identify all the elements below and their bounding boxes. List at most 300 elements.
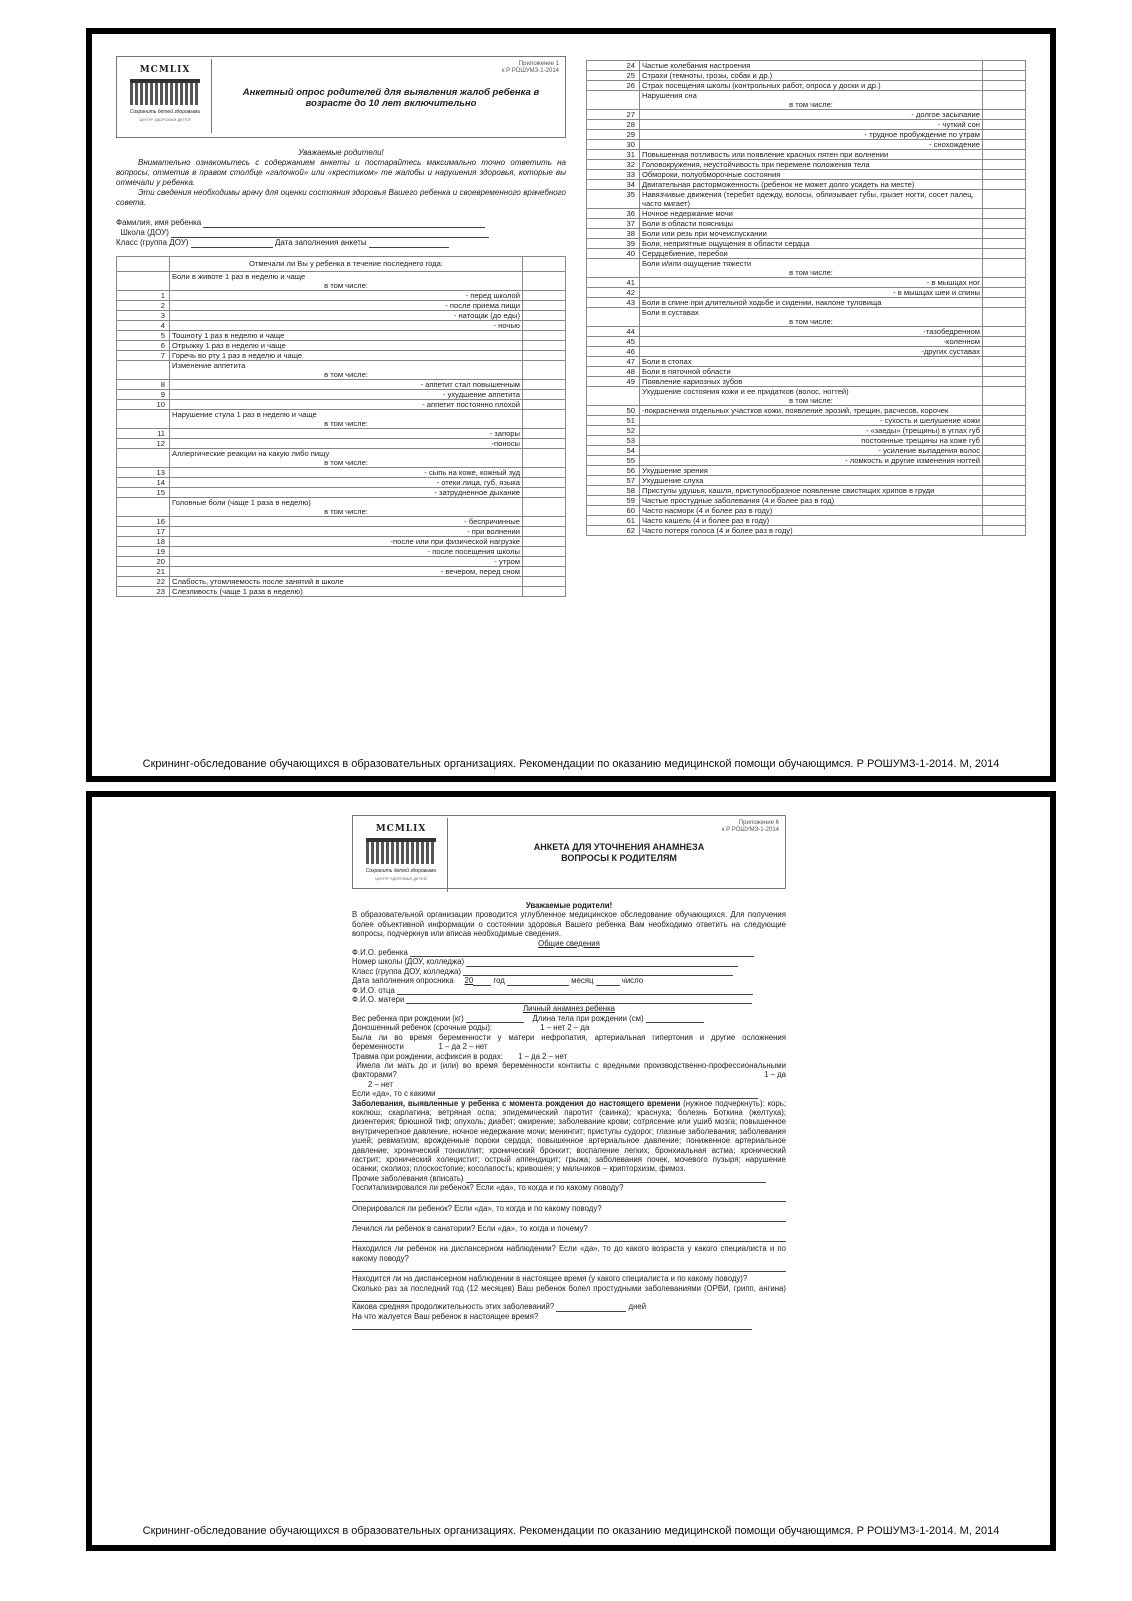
row-label: Страхи (темноты, грозы, собак и др.) [640, 71, 983, 81]
row-label: Двигательная расторможенность (ребенок не может долго усидеть на месте) [640, 180, 983, 190]
answer-cell[interactable] [523, 311, 566, 321]
answer-cell[interactable] [523, 301, 566, 311]
page-2-header [352, 815, 786, 889]
answer-cell[interactable] [983, 466, 1026, 476]
table-row [587, 516, 1026, 526]
row-label: Боли и/или ощущение тяжести в том числе: [640, 259, 983, 278]
table-row [117, 498, 566, 517]
row-number: 61 [587, 516, 640, 526]
row-label: - ломкость и другие изменения ногтей [640, 456, 983, 466]
row-number: 55 [587, 456, 640, 466]
answer-cell[interactable] [983, 308, 1026, 327]
row-number: 15 [117, 488, 170, 498]
row-label: - чуткий сон [640, 120, 983, 130]
father-field[interactable] [397, 987, 753, 995]
table-row [587, 259, 1026, 278]
month-field[interactable] [507, 978, 569, 986]
table-row [587, 387, 1026, 406]
duration-field[interactable] [556, 1304, 626, 1312]
table-row [117, 537, 566, 547]
answer-cell[interactable] [983, 377, 1026, 387]
table-row [587, 446, 1026, 456]
row-number: 19 [117, 547, 170, 557]
table-row [117, 301, 566, 311]
answer-cell[interactable] [983, 160, 1026, 170]
row-number: 3 [117, 311, 170, 321]
answer-cell[interactable] [983, 327, 1026, 337]
row-number: 32 [587, 160, 640, 170]
answer-cell[interactable] [523, 587, 566, 597]
sanat-answer[interactable] [352, 1233, 786, 1242]
answer-cell[interactable] [983, 426, 1026, 436]
row-number: 59 [587, 496, 640, 506]
answer-cell[interactable] [983, 357, 1026, 367]
row-label: - натощак (до еды) [170, 311, 523, 321]
row-number: 25 [587, 71, 640, 81]
answer-cell[interactable] [523, 341, 566, 351]
other-diseases-field[interactable] [466, 1175, 766, 1183]
table-row [117, 567, 566, 577]
answer-cell[interactable] [523, 380, 566, 390]
answer-cell[interactable] [983, 436, 1026, 446]
row-number: 27 [587, 110, 640, 120]
table-row [117, 331, 566, 341]
table-row [587, 71, 1026, 81]
answer-cell[interactable] [983, 496, 1026, 506]
row-label: Боли, неприятные ощущения в области сердца [640, 239, 983, 249]
table-row [117, 439, 566, 449]
answer-cell[interactable] [523, 527, 566, 537]
child-fields: Фамилия, имя ребенка Школа (ДОУ) Класс (группа ДОУ) Дата заполнения анкеты [116, 218, 566, 248]
row-number: 14 [117, 478, 170, 488]
row-number: 21 [117, 567, 170, 577]
answer-cell[interactable] [523, 429, 566, 439]
row-label: Боли или резь при мочеиспускании [640, 229, 983, 239]
answer-cell[interactable] [523, 488, 566, 498]
answer-cell[interactable] [523, 351, 566, 361]
row-number: 12 [117, 439, 170, 449]
answer-cell[interactable] [523, 547, 566, 557]
answer-cell[interactable] [523, 468, 566, 478]
table-row [117, 410, 566, 429]
greeting: Уважаемые родители! [298, 148, 384, 157]
hosp-answer[interactable] [352, 1193, 786, 1202]
row-label: - после приема пищи [170, 301, 523, 311]
page-title: Анкетный опрос родителей для выявления жалоб ребенка в возрасте до 10 лет включительно [242, 87, 540, 109]
row-number: 52 [587, 426, 640, 436]
row-label: Частые колебания настроения [640, 61, 983, 71]
table-row [117, 400, 566, 410]
page-1-header [116, 56, 566, 138]
answer-cell[interactable] [523, 331, 566, 341]
answer-cell[interactable] [523, 321, 566, 331]
answer-cell[interactable] [983, 486, 1026, 496]
table-row [587, 456, 1026, 466]
fio-field[interactable] [410, 949, 754, 957]
answer-cell[interactable] [523, 567, 566, 577]
answer-cell[interactable] [983, 170, 1026, 180]
row-label: Головные боли (чаще 1 раза в неделю) в том числе: [170, 498, 523, 517]
answer-cell[interactable] [523, 449, 566, 468]
row-number: 11 [117, 429, 170, 439]
answer-cell[interactable] [983, 239, 1026, 249]
row-label: Повышенная потливость или появление красных пятен при волнении [640, 150, 983, 160]
table-row [117, 577, 566, 587]
greeting: Уважаемые родители! [525, 901, 613, 910]
row-label: - вечером, перед сном [170, 567, 523, 577]
row-label: Часто кашель (4 и более раз в году) [640, 516, 983, 526]
table-row [117, 547, 566, 557]
table-row [117, 587, 566, 597]
row-number: 50 [587, 406, 640, 416]
intro: В образовательной организации проводится углубленное медицинское обследование обучающихся. Для получения более объективной информации о состоянии здоровья Вашего ребенка Вам необходимо ответить на следующие вопросы, подчеркнув или вписав необходимые сведения. [352, 910, 786, 939]
row-label: - ухудшение аппетита [170, 390, 523, 400]
row-number: 49 [587, 377, 640, 387]
row-number: 48 [587, 367, 640, 377]
answer-cell[interactable] [523, 272, 566, 291]
table-row [587, 120, 1026, 130]
row-label: Частые простудные заболевания (4 и более раз в год) [640, 496, 983, 506]
table-row [587, 278, 1026, 288]
answer-cell[interactable] [983, 180, 1026, 190]
row-label: -других суставах [640, 347, 983, 357]
row-label: Боли в области поясницы [640, 219, 983, 229]
answer-cell[interactable] [983, 416, 1026, 426]
row-label: - снохождение [640, 140, 983, 150]
page-1-caption: Скрининг-обследование обучающихся в образовательных организациях. Рекомендации по оказанию медицинской помощи обучающимся. Р РОШУМЗ-1-2014. М, 2014 [142, 758, 1000, 770]
answer-cell[interactable] [983, 347, 1026, 357]
row-number: 60 [587, 506, 640, 516]
table-row [117, 351, 566, 361]
row-number: 2 [117, 301, 170, 311]
table-row [587, 219, 1026, 229]
table-row [117, 311, 566, 321]
row-label: -поносы [170, 439, 523, 449]
row-number: 51 [587, 416, 640, 426]
answer-cell[interactable] [983, 387, 1026, 406]
answer-cell[interactable] [983, 150, 1026, 160]
row-number: 24 [587, 61, 640, 71]
row-number: 47 [587, 357, 640, 367]
row-number: 10 [117, 400, 170, 410]
row-label: Отрыжку 1 раз в неделю и чаще [170, 341, 523, 351]
row-number: 7 [117, 351, 170, 361]
answer-cell[interactable] [523, 478, 566, 488]
answer-cell[interactable] [983, 61, 1026, 71]
day-field[interactable] [596, 978, 620, 986]
row-number: 5 [117, 331, 170, 341]
table-row [587, 496, 1026, 506]
table-row [587, 416, 1026, 426]
length-field[interactable] [646, 1015, 704, 1023]
row-label: постоянные трещины на коже губ [640, 436, 983, 446]
row-label: - сыпь на коже, кожный зуд [170, 468, 523, 478]
intro-paragraph-2: Эти сведения необходимы врачу для оценки состояния здоровья Вашего ребенка и своевременного врачебного совета. [116, 188, 566, 207]
table-row [587, 110, 1026, 120]
row-number: 22 [117, 577, 170, 587]
building-icon [130, 79, 200, 105]
answer-cell[interactable] [983, 140, 1026, 150]
row-label: - утром [170, 557, 523, 567]
table-row [587, 486, 1026, 496]
row-number: 29 [587, 130, 640, 140]
table-row [117, 527, 566, 537]
table-row [117, 390, 566, 400]
answer-cell[interactable] [523, 577, 566, 587]
row-number [587, 387, 640, 406]
table-row [587, 367, 1026, 377]
table-row [587, 476, 1026, 486]
table-row [587, 298, 1026, 308]
table-row [587, 61, 1026, 71]
date-field[interactable] [369, 239, 449, 248]
table-row [117, 557, 566, 567]
row-number [117, 449, 170, 468]
row-number: 4 [117, 321, 170, 331]
complaints-answer[interactable] [352, 1321, 752, 1330]
row-label: Нарушение стула 1 раз в неделю и чаще в том числе: [170, 410, 523, 429]
page-2 [92, 797, 1050, 1545]
row-label: Тошноту 1 раз в неделю и чаще [170, 331, 523, 341]
answer-cell[interactable] [983, 229, 1026, 239]
answer-cell[interactable] [523, 400, 566, 410]
row-number: 37 [587, 219, 640, 229]
row-label: Ночное недержание мочи [640, 209, 983, 219]
answer-cell[interactable] [983, 506, 1026, 516]
row-number: 57 [587, 476, 640, 486]
answer-cell[interactable] [523, 557, 566, 567]
disp-answer[interactable] [352, 1263, 786, 1272]
table-row [117, 429, 566, 439]
class-field[interactable] [191, 239, 273, 248]
row-number: 30 [587, 140, 640, 150]
complaints-table-right [586, 60, 1026, 536]
answer-cell[interactable] [983, 446, 1026, 456]
answer-cell[interactable] [983, 110, 1026, 120]
row-label: Головокружения, неустойчивость при перемене положения тела [640, 160, 983, 170]
row-number: 13 [117, 468, 170, 478]
row-number [587, 259, 640, 278]
contacts-field[interactable] [438, 1091, 758, 1099]
row-number: 39 [587, 239, 640, 249]
section-general: Общие сведения [538, 938, 600, 948]
row-label: - перед школой [170, 291, 523, 301]
table-row [117, 380, 566, 390]
answer-cell[interactable] [523, 517, 566, 527]
row-label: Ухудшение слуха [640, 476, 983, 486]
name-field[interactable] [203, 219, 485, 228]
row-number: 1 [117, 291, 170, 301]
answer-cell[interactable] [983, 219, 1026, 229]
row-label: - беспричинные [170, 517, 523, 527]
row-label: - в мышцах ног [640, 278, 983, 288]
row-label: Аллергические реакции на какую либо пищу в том числе: [170, 449, 523, 468]
answer-cell[interactable] [523, 291, 566, 301]
row-number: 34 [587, 180, 640, 190]
answer-cell[interactable] [983, 337, 1026, 347]
table-row [587, 130, 1026, 140]
row-number [117, 361, 170, 380]
row-label: Приступы удушья, кашля, приступообразное появление свистящих хрипов в груди [640, 486, 983, 496]
page-2-caption: Скрининг-обследование обучающихся в образовательных организациях. Рекомендации по оказанию медицинской помощи обучающимся. Р РОШУМЗ-1-2014. М, 2014 [142, 1525, 1000, 1537]
answer-cell[interactable] [983, 476, 1026, 486]
oper-answer[interactable] [352, 1213, 786, 1222]
row-label: - аппетит постоянно плохой [170, 400, 523, 410]
table-row [587, 337, 1026, 347]
answer-cell[interactable] [523, 439, 566, 449]
row-label: Боли в стопах [640, 357, 983, 367]
table-row [587, 140, 1026, 150]
row-number: 20 [117, 557, 170, 567]
table-row [587, 160, 1026, 170]
row-number [587, 308, 640, 327]
table-row [587, 229, 1026, 239]
appendix-label: Приложение 1 к Р РОШУМЗ-1-2014 [501, 61, 559, 74]
answer-cell[interactable] [983, 120, 1026, 130]
table-row [587, 466, 1026, 476]
answer-cell[interactable] [523, 498, 566, 517]
row-label: Боли в пяточной области [640, 367, 983, 377]
answer-cell[interactable] [983, 367, 1026, 377]
answer-cell[interactable] [983, 209, 1026, 219]
table-row [587, 357, 1026, 367]
row-number: 6 [117, 341, 170, 351]
row-label: Обмороки, полуобморочные состояния [640, 170, 983, 180]
table-row [587, 347, 1026, 357]
table-row [587, 308, 1026, 327]
answer-cell[interactable] [523, 537, 566, 547]
row-label: -после или при физической нагрузке [170, 537, 523, 547]
answer-cell[interactable] [983, 516, 1026, 526]
row-label: - отеки лица, губ, языка [170, 478, 523, 488]
row-number: 26 [587, 81, 640, 91]
row-number: 40 [587, 249, 640, 259]
school-field[interactable] [171, 229, 489, 238]
row-label: - усиление выпадения волос [640, 446, 983, 456]
row-label: Боли в животе 1 раз в неделю и чаще в том числе: [170, 272, 523, 291]
row-number: 54 [587, 446, 640, 456]
answer-cell[interactable] [983, 456, 1026, 466]
row-label: Ухудшение зрения [640, 466, 983, 476]
row-number: 33 [587, 170, 640, 180]
row-number: 43 [587, 298, 640, 308]
table-row [117, 321, 566, 331]
table-row [587, 249, 1026, 259]
table-row [587, 81, 1026, 91]
row-label: Страх посещения школы (контрольных работ, опроса у доски и др.) [640, 81, 983, 91]
row-label: - затрудненное дыхание [170, 488, 523, 498]
answer-cell[interactable] [983, 81, 1026, 91]
page-title: АНКЕТА ДЛЯ УТОЧНЕНИЯ АНАМНЕЗА ВОПРОСЫ К РОДИТЕЛЯМ [533, 842, 705, 863]
table-row [117, 517, 566, 527]
row-number [117, 272, 170, 291]
row-number: 28 [587, 120, 640, 130]
answer-cell[interactable] [983, 71, 1026, 81]
row-label: - при волнении [170, 527, 523, 537]
answer-cell[interactable] [523, 361, 566, 380]
row-label: Часто насморк (4 и более раз в году) [640, 506, 983, 516]
table-row [117, 291, 566, 301]
logo: MCMLIX Сохранить детей здоровыми ЦЕНТР ЗДОРОВЬЯ ДЕТЕЙ [355, 818, 448, 892]
page-2-content [352, 815, 786, 1332]
class-field[interactable] [463, 968, 733, 976]
row-label: Слезливость (чаще 1 раза в неделю) [170, 587, 523, 597]
row-label: - долгое засыпание [640, 110, 983, 120]
colds-field[interactable] [352, 1294, 412, 1302]
row-label: - ночью [170, 321, 523, 331]
answer-cell[interactable] [523, 390, 566, 400]
row-label: Ухудшение состояния кожи и ее придатков (волос, ногтей) в том числе: [640, 387, 983, 406]
table-row [587, 190, 1026, 209]
answer-cell[interactable] [983, 190, 1026, 209]
row-number [117, 410, 170, 429]
section-personal: Личный анамнез ребенка [522, 1004, 616, 1014]
answer-cell[interactable] [983, 298, 1026, 308]
row-number: 16 [117, 517, 170, 527]
row-label: Слабость, утомляемость после занятий в школе [170, 577, 523, 587]
row-label: Сердцебиение, перебои [640, 249, 983, 259]
answer-cell[interactable] [983, 130, 1026, 140]
table-row [117, 361, 566, 380]
page-1-left-column [116, 56, 566, 597]
row-label: Появление кариозных зубов [640, 377, 983, 387]
row-label: -тазобедренном [640, 327, 983, 337]
row-label: Боли в суставах в том числе: [640, 308, 983, 327]
table-row [587, 526, 1026, 536]
answer-cell[interactable] [983, 278, 1026, 288]
table-row [587, 436, 1026, 446]
answer-cell[interactable] [983, 526, 1026, 536]
row-label: - аппетит стал повышенным [170, 380, 523, 390]
answer-cell[interactable] [983, 249, 1026, 259]
row-number: 58 [587, 486, 640, 496]
row-label: - «заеды» (трещины) в углах губ [640, 426, 983, 436]
weight-field[interactable] [466, 1015, 524, 1023]
row-number: 31 [587, 150, 640, 160]
school-field[interactable] [466, 959, 738, 967]
row-number: 23 [117, 587, 170, 597]
table-row [587, 327, 1026, 337]
row-label: Изменение аппетита в том числе: [170, 361, 523, 380]
page-1-right-column [586, 60, 1026, 536]
table-row [117, 449, 566, 468]
mother-field[interactable] [406, 996, 752, 1004]
row-label: - сухость и шелушение кожи [640, 416, 983, 426]
row-label: -покраснения отдельных участков кожи, появление эрозий, трещин, расчесов, корочек [640, 406, 983, 416]
row-number: 44 [587, 327, 640, 337]
answer-cell[interactable] [983, 288, 1026, 298]
table-row [587, 239, 1026, 249]
table-row [587, 406, 1026, 416]
row-number: 46 [587, 347, 640, 357]
answer-cell[interactable] [983, 259, 1026, 278]
table-row [117, 478, 566, 488]
row-number: 41 [587, 278, 640, 288]
questionnaire-body: Уважаемые родители! В образовательной организации проводится углубленное медицинское обследование обучающихся. Для получения более объективной информации о состоянии здоровья Вашего ребенка Вам необходимо ответить на следующие вопросы, подчеркнув или вписав необходимые сведения. Общие сведения Ф.И.О. ребенка Номер школы (ДОУ, колледжа) Класс (группа ДОУ, колледжа) Дата заполнения опросника 20 год месяц число Ф.И.О. отца Ф.И.О. матери Личный анамнез ребенка Вес ребенка при рождении (кг) Длина тела при рождении (см) Доношенный ребенок (срочные роды): 1 – нет 2 – да Была ли во время беременности у матери нефропатия, артериальная гипертония и другие осложнения беременности 1 – да 2 – нет Травма при рождении, асфиксия в родах: 1 – да 2 – нет Имела ли мать до и (или) во время беременности контакты с вредными производственно-профессиональными факторами? 1 – да 2 – нет Если «да», то с какими Заболевания, выявленные у ребенка с момента рождения до настоящего времени (нужное подчеркнуть): корь; коклюш; скарлатина; ветряная оспа; эпидемический паротит (свинка); краснуха; болезнь Боткина (желтуха); дизентерия; брюшной тиф; опухоль; диабет; ожирение; заболевание крови; сотрясение или ушиб мозга; повышенное внутричерепное давление, ночное недержание мочи; менингит; приступы судорог; глазные заболевания; заболевания ушей; ревматизм; врожденные пороки сердца; повышенное артериальное давление; пониженное артериальное давление; хронический тонзиллит; хронический бронхит; воспаление легких; бронхиальная астма; хронический гастрит; хронический холецистит; острый аппендицит; грыжа; заболевания почек, мочевого пузыря; нарушение осанки; сколиоз; плоскостопие; косолапость; кривошея; у мальчиков – крипторхизм, фимоз. Прочие заболевания (вписать) Госпитализировался ли ребенок? Если «да», то когда и по какому поводу? Оперировался ли ребенок? Если «да», то когда и по какому поводу? Лечился ли ребенок в санатории? Если «да», то когда и почему? Находился ли ребенок на диспансерном наблюдении? Если «да», то до какого возраста у какого специалиста и по какому поводу? Находится ли на диспансерном наблюдении в настоящее время (у какого специалиста и по какому поводу)? Сколько раз за последний год (12 месяцев) Ваш ребенок болел простудными заболеваниями (ОРВИ, грипп, ангина) Какова средняя продолжительность этих заболеваний? дней На что жалуется Ваш ребенок в настоящее время? [352, 901, 786, 1330]
table-row [587, 506, 1026, 516]
answer-cell[interactable] [523, 410, 566, 429]
row-number: 45 [587, 337, 640, 347]
row-number: 53 [587, 436, 640, 446]
answer-cell[interactable] [983, 91, 1026, 110]
logo: MCMLIX Сохранить детей здоровыми ЦЕНТР ЗДОРОВЬЯ ДЕТЕЙ [119, 59, 212, 133]
row-number: 36 [587, 209, 640, 219]
table-row [117, 488, 566, 498]
row-label: -коленном [640, 337, 983, 347]
row-number: 17 [117, 527, 170, 537]
page-2-frame [86, 791, 1056, 1551]
answer-cell[interactable] [983, 406, 1026, 416]
